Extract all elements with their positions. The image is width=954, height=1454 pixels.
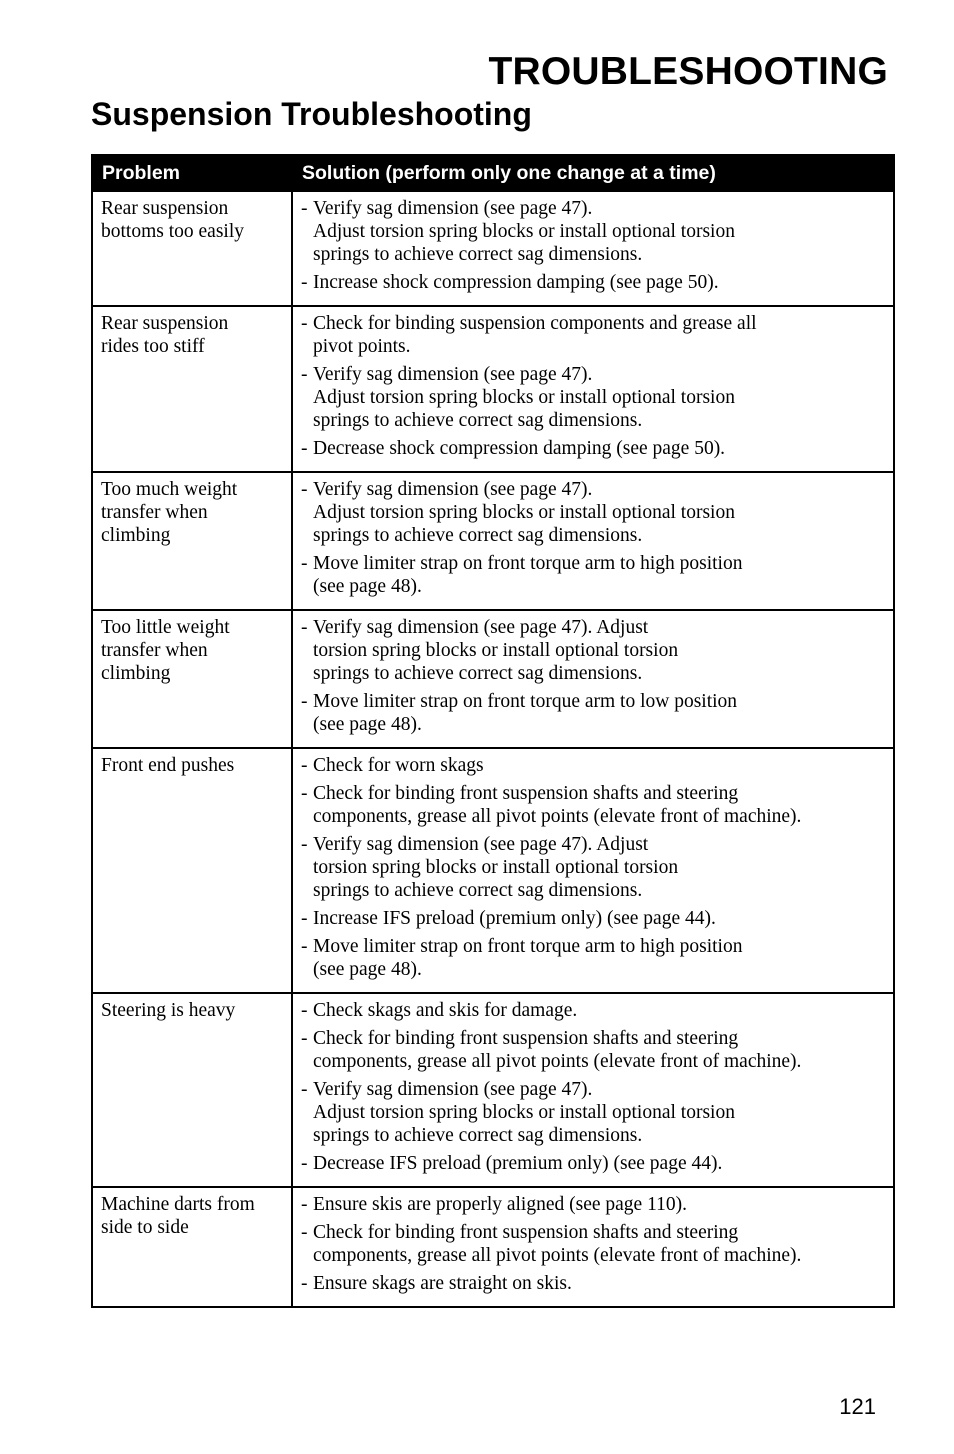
- table-row: [92, 993, 894, 1187]
- solution-item: [301, 935, 885, 981]
- solution-text: Move limiter strap on front torque arm to low position (see page 48).: [313, 691, 738, 735]
- table-row: [92, 472, 894, 610]
- solution-item: [301, 1078, 885, 1147]
- solution-item: [301, 1152, 885, 1175]
- solution-list: [301, 197, 885, 294]
- bullet-dash: -: [301, 272, 308, 293]
- column-header-solution: Solution (perform only one change at a time): [292, 155, 894, 191]
- solution-item: [301, 1027, 885, 1073]
- bullet-dash: -: [301, 1000, 308, 1021]
- solution-text: Decrease shock compression damping (see page 50).: [313, 438, 726, 459]
- solution-text: Verify sag dimension (see page 47). Adjust torsion spring blocks or install optional torsion springs to achieve correct sag dimensions.: [313, 198, 735, 265]
- bullet-dash: -: [301, 438, 308, 459]
- solution-list: [301, 754, 885, 981]
- solution-text: Move limiter strap on front torque arm to high position (see page 48).: [313, 553, 743, 597]
- solution-text: Check skags and skis for damage.: [313, 1000, 578, 1021]
- bullet-dash: -: [301, 1153, 308, 1174]
- bullet-dash: -: [301, 691, 308, 712]
- troubleshooting-table: [91, 154, 895, 1308]
- solution-text: Check for binding front suspension shafts and steering components, grease all pivot points (elevate front of machine).: [313, 1222, 802, 1266]
- solution-list: [301, 312, 885, 460]
- solution-item: [301, 478, 885, 547]
- problem-cell: Too much weight transfer when climbing: [92, 472, 292, 610]
- solution-text: Move limiter strap on front torque arm to high position (see page 48).: [313, 936, 743, 980]
- problem-cell: Rear suspension rides too stiff: [92, 306, 292, 472]
- solution-text: Check for worn skags: [313, 755, 484, 776]
- bullet-dash: -: [301, 1079, 308, 1100]
- solution-item: [301, 437, 885, 460]
- solution-item: [301, 312, 885, 358]
- bullet-dash: -: [301, 1194, 308, 1215]
- solution-item: [301, 690, 885, 736]
- solution-item: [301, 1193, 885, 1216]
- problem-cell: Too little weight transfer when climbing: [92, 610, 292, 748]
- solution-text: Verify sag dimension (see page 47). Adjust torsion spring blocks or install optional torsion springs to achieve correct sag dimensions.: [313, 834, 679, 901]
- bullet-dash: -: [301, 479, 308, 500]
- solution-list: [301, 1193, 885, 1295]
- table-row: [92, 748, 894, 993]
- bullet-dash: -: [301, 936, 308, 957]
- table-row: [92, 1187, 894, 1307]
- solution-item: [301, 782, 885, 828]
- bullet-dash: -: [301, 1222, 308, 1243]
- solution-text: Verify sag dimension (see page 47). Adjust torsion spring blocks or install optional torsion springs to achieve correct sag dimensions.: [313, 617, 679, 684]
- solution-text: Verify sag dimension (see page 47). Adjust torsion spring blocks or install optional torsion springs to achieve correct sag dimensions.: [313, 364, 735, 431]
- solution-text: Check for binding front suspension shafts and steering components, grease all pivot points (elevate front of machine).: [313, 783, 802, 827]
- solution-cell: [292, 748, 894, 993]
- problem-cell: Front end pushes: [92, 748, 292, 993]
- bullet-dash: -: [301, 553, 308, 574]
- bullet-dash: -: [301, 1028, 308, 1049]
- solution-cell: [292, 472, 894, 610]
- bullet-dash: -: [301, 834, 308, 855]
- solution-text: Ensure skags are straight on skis.: [313, 1273, 572, 1294]
- solution-cell: [292, 993, 894, 1187]
- bullet-dash: -: [301, 364, 308, 385]
- bullet-dash: -: [301, 783, 308, 804]
- solution-list: [301, 478, 885, 598]
- solution-text: Verify sag dimension (see page 47). Adjust torsion spring blocks or install optional torsion springs to achieve correct sag dimensions.: [313, 479, 735, 546]
- solution-item: [301, 907, 885, 930]
- solution-text: Increase shock compression damping (see page 50).: [313, 272, 719, 293]
- section-title: Suspension Troubleshooting: [91, 96, 532, 132]
- solution-text: Check for binding front suspension shafts and steering components, grease all pivot points (elevate front of machine).: [313, 1028, 802, 1072]
- column-header-problem: Problem: [92, 155, 292, 191]
- bullet-dash: -: [301, 313, 308, 334]
- bullet-dash: -: [301, 198, 308, 219]
- solution-item: [301, 363, 885, 432]
- table-row: [92, 191, 894, 306]
- solution-item: [301, 197, 885, 266]
- solution-item: [301, 999, 885, 1022]
- solution-cell: [292, 1187, 894, 1307]
- solution-item: [301, 1272, 885, 1295]
- solution-text: Verify sag dimension (see page 47). Adjust torsion spring blocks or install optional torsion springs to achieve correct sag dimensions.: [313, 1079, 735, 1146]
- bullet-dash: -: [301, 1273, 308, 1294]
- solution-text: Decrease IFS preload (premium only) (see page 44).: [313, 1153, 723, 1174]
- page-number: 121: [839, 1394, 876, 1419]
- solution-list: [301, 999, 885, 1175]
- table-header-row: [92, 155, 894, 191]
- solution-text: Increase IFS preload (premium only) (see page 44).: [313, 908, 716, 929]
- solution-item: [301, 552, 885, 598]
- table-row: [92, 306, 894, 472]
- solution-cell: [292, 191, 894, 306]
- solution-cell: [292, 610, 894, 748]
- problem-cell: Rear suspension bottoms too easily: [92, 191, 292, 306]
- problem-cell: Steering is heavy: [92, 993, 292, 1187]
- chapter-title: TROUBLESHOOTING: [488, 50, 888, 93]
- solution-item: [301, 1221, 885, 1267]
- problem-cell: Machine darts from side to side: [92, 1187, 292, 1307]
- bullet-dash: -: [301, 617, 308, 638]
- solution-item: [301, 616, 885, 685]
- solution-item: [301, 833, 885, 902]
- table-row: [92, 610, 894, 748]
- solution-list: [301, 616, 885, 736]
- solution-cell: [292, 306, 894, 472]
- solution-text: Check for binding suspension components and grease all pivot points.: [313, 313, 757, 357]
- solution-item: [301, 754, 885, 777]
- solution-text: Ensure skis are properly aligned (see page 110).: [313, 1194, 687, 1215]
- solution-item: [301, 271, 885, 294]
- table-body: [92, 191, 894, 1307]
- bullet-dash: -: [301, 755, 308, 776]
- bullet-dash: -: [301, 908, 308, 929]
